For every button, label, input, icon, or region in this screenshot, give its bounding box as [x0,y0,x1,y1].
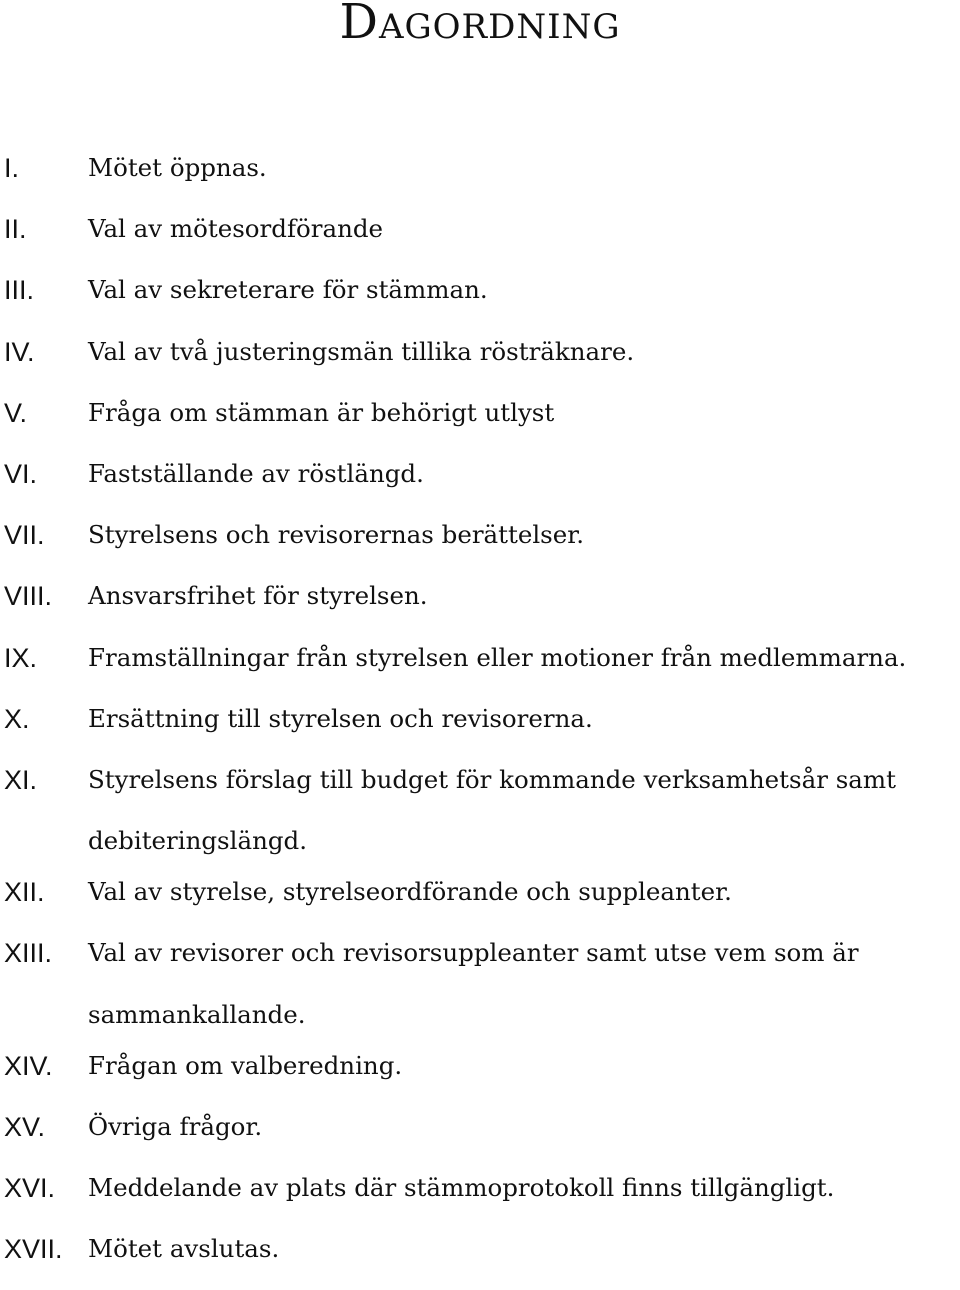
agenda-item [0,932,960,1044]
item-text: Val av mötesordförande [88,214,384,244]
item-text: Val av revisorer och revisorsuppleanter samt utse vem som är sammankallande. [88,938,859,1029]
item-numeral: VI. [4,458,38,489]
item-text: Val av styrelse, styrelseordförande och suppleanter. [88,877,732,907]
item-numeral: V. [4,397,28,428]
item-text: Fastställande av röstlängd. [88,458,424,488]
item-text: Ansvarsfrihet för styrelsen. [88,581,428,611]
item-numeral: XV. [4,1112,46,1143]
item-text: Övriga frågor. [88,1112,263,1142]
item-text: Ersättning till styrelsen och revisorerna. [88,703,593,733]
item-numeral: IV. [4,336,35,367]
item-text: Frågan om valberedning. [88,1050,403,1080]
item-text: Meddelande av plats där stämmoprotokoll finns tillgängligt. [88,1173,835,1203]
item-numeral: XVII. [4,1234,63,1265]
item-numeral: XIV. [4,1050,53,1081]
item-text: Mötet öppnas. [88,153,267,182]
item-text: Fråga om stämman är behörigt utlyst [88,397,555,427]
item-text: Framställningar från styrelsen eller motioner från medlemmarna. [88,642,907,672]
item-numeral: X. [4,703,30,734]
item-text: Mötet avslutas. [88,1234,280,1264]
agenda-item [0,759,960,871]
agenda-list [0,147,960,1290]
page-title: Dagordning [339,0,621,50]
item-text: Val av sekreterare för stämman. [88,275,488,305]
item-numeral: III. [4,275,35,306]
item-numeral: XII. [4,877,45,908]
item-numeral: XI. [4,764,38,795]
item-numeral: XIII. [4,938,53,969]
item-numeral: VII. [4,520,45,551]
item-numeral: VIII. [4,581,53,612]
item-numeral: II. [4,214,27,245]
item-numeral: IX. [4,642,38,673]
item-numeral: XVI. [4,1173,56,1204]
item-text: Styrelsens och revisorernas berättelser. [88,520,585,550]
item-numeral: I. [4,153,20,183]
item-text: Styrelsens förslag till budget för kommande verksamhetsår samt debiteringslängd. [88,764,896,856]
agenda-item [0,1228,960,1289]
item-text: Val av två justeringsmän tillika rösträknare. [88,336,635,366]
